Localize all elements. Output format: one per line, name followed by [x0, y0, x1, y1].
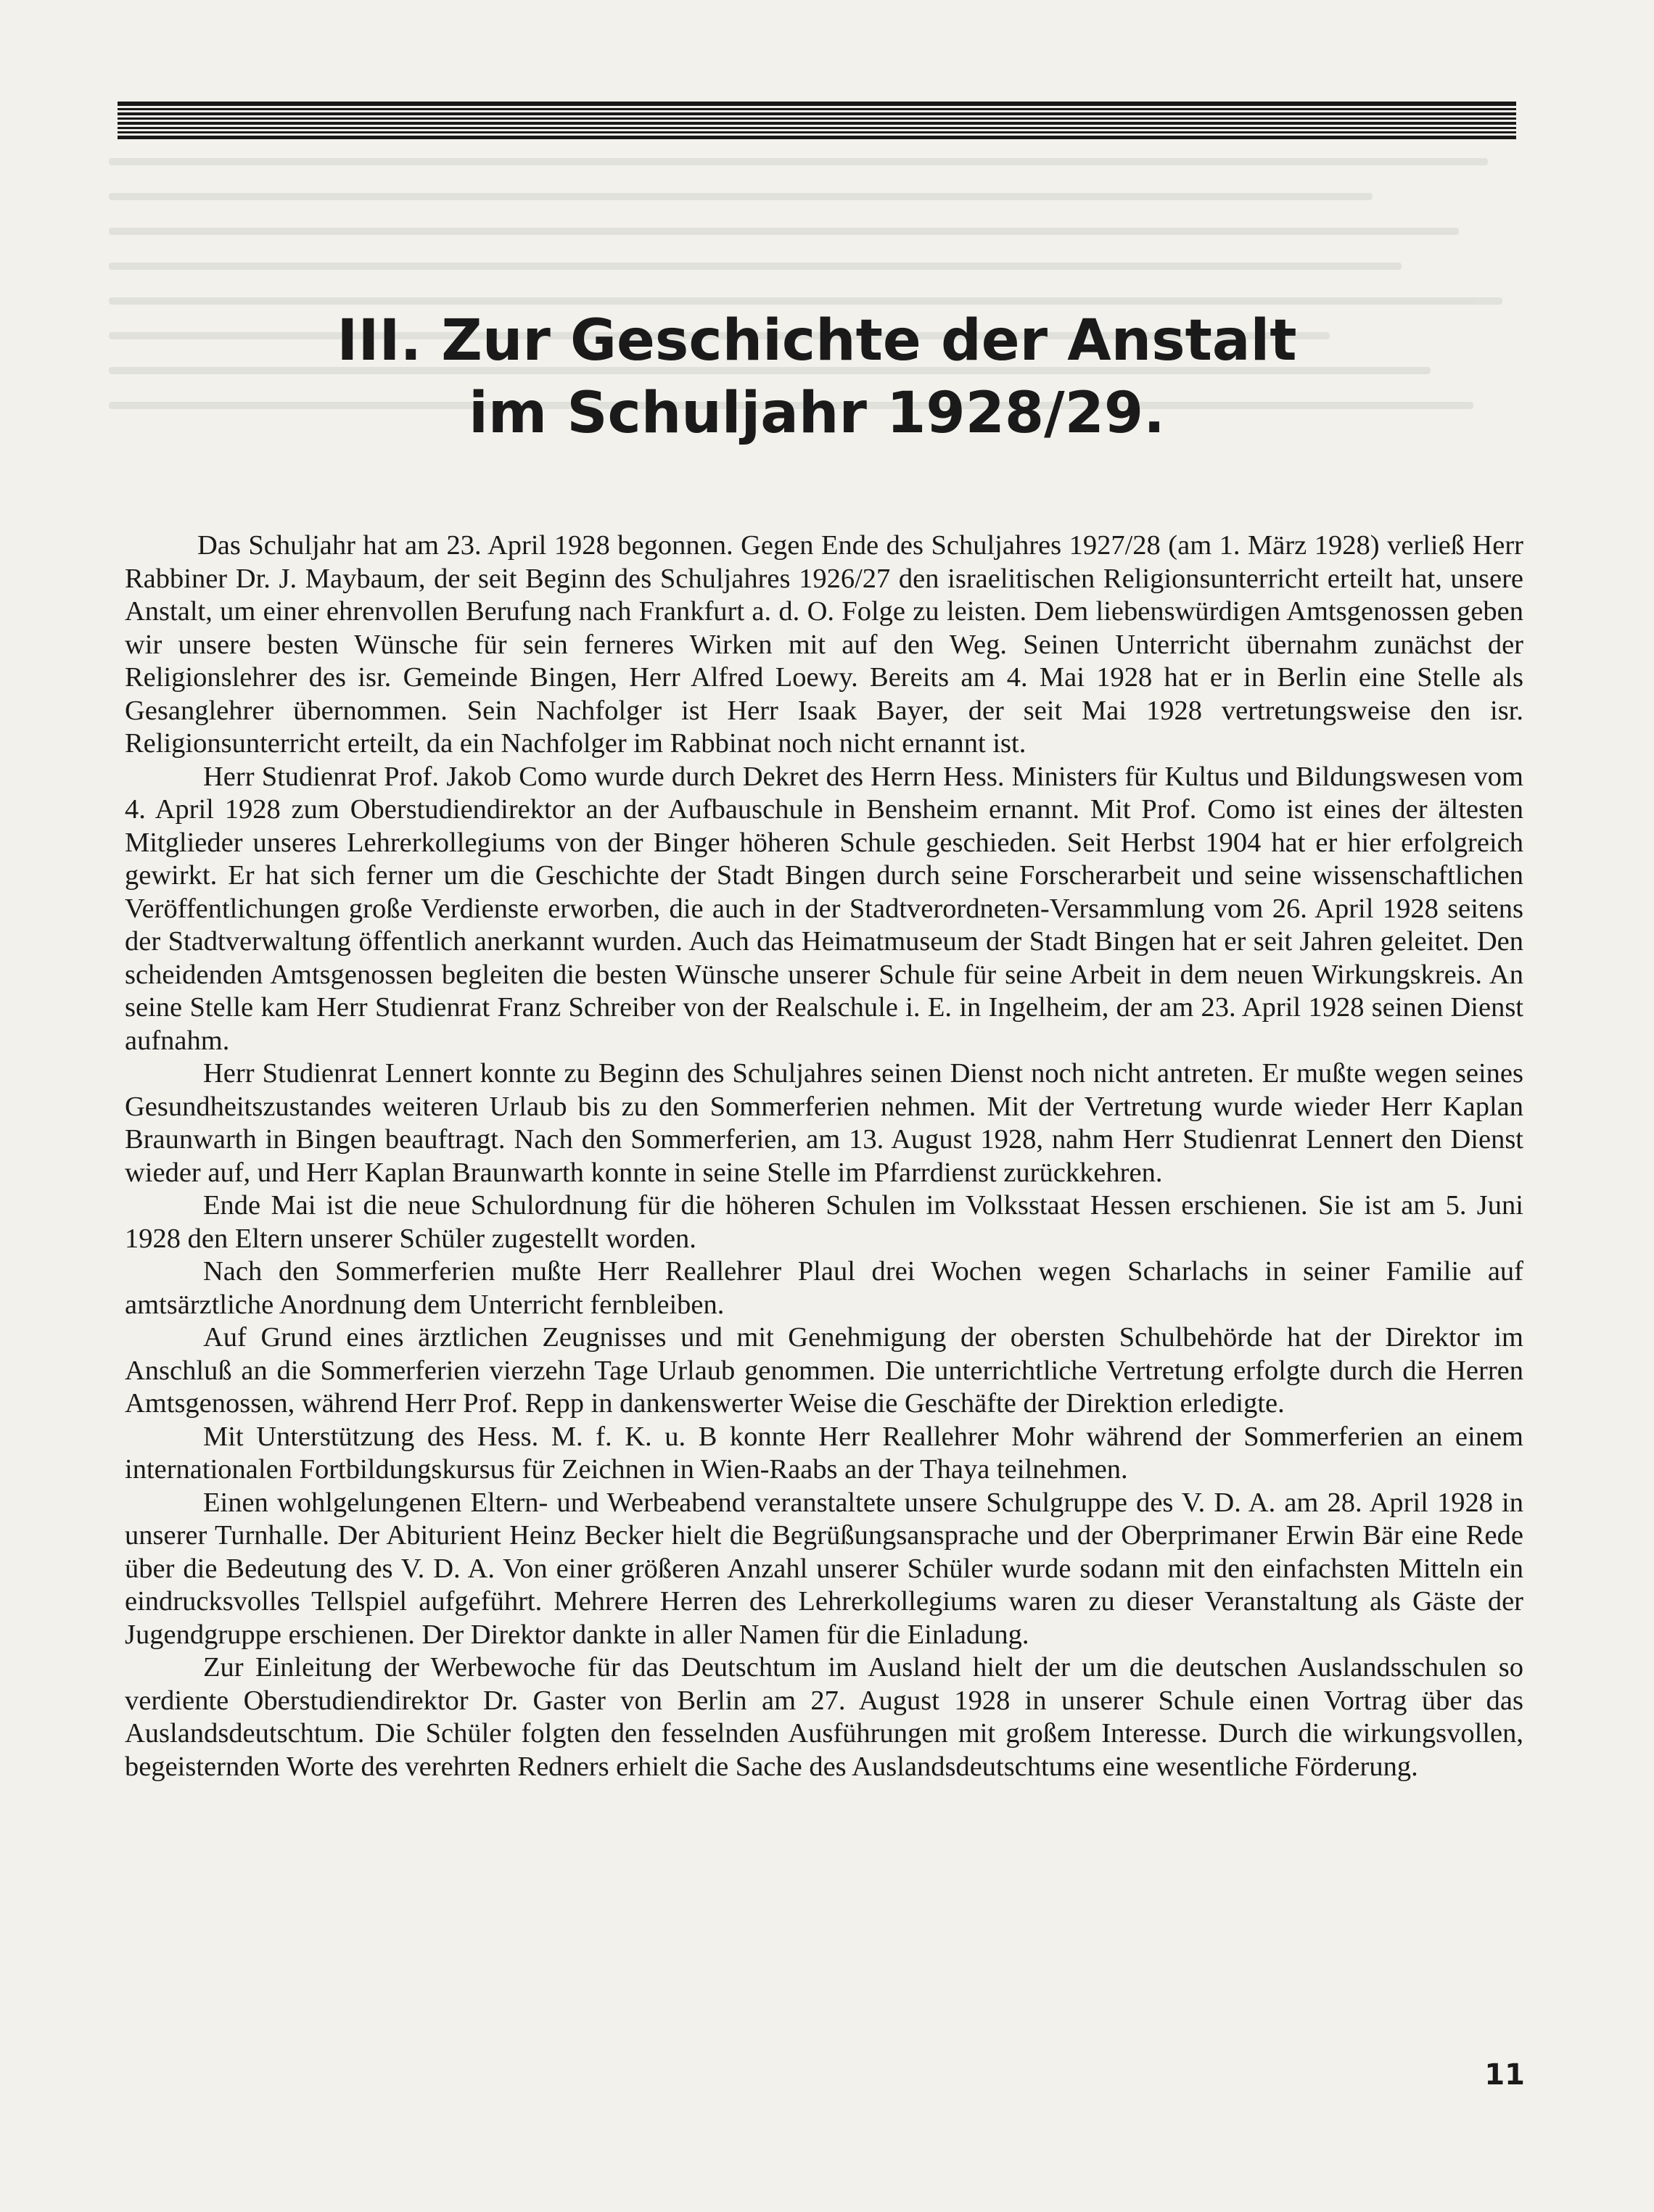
page-number: 11	[1484, 2058, 1525, 2092]
paragraph: Herr Studienrat Lennert konnte zu Beginn des Schuljahres seinen Dienst noch nicht antreten. Er mußte wegen seines Gesundheitszustandes weiteren Urlaub bis zu den Sommerferien nehmen. Mit der Vertretung wurde wieder Herr Kaplan Braunwarth in Bingen beauftragt. Nach den Sommerferien, am 13. August 1928, nahm Herr Studienrat Lennert den Dienst wieder auf, und Herr Kaplan Braunwarth konnte in seine Stelle im Pfarrdienst zurückkehren.	[125, 1058, 1523, 1188]
title-line-2: im Schuljahr 1928/29.	[469, 381, 1165, 446]
body-text	[125, 529, 1523, 1783]
paragraph: Zur Einleitung der Werbewoche für das Deutschtum im Ausland hielt der um die deutschen Auslandsschulen so verdiente Oberstudiendirektor Dr. Gaster von Berlin am 27. August 1928 in unserer Schule einen Vortrag über das Auslandsdeutschtum. Die Schüler folgten den fesselnden Ausführungen mit großem Interesse. Durch die wirkungsvollen, begeisternden Worte des verehrten Redners erhielt die Sache des Auslandsdeutschtums eine wesentliche Förderung.	[125, 1652, 1523, 1782]
paragraph: Mit Unterstützung des Hess. M. f. K. u. B konnte Herr Reallehrer Mohr während der Sommerferien an einem internationalen Fortbildungskursus für Zeichnen in Wien-Raabs an der Thaya teilnehmen.	[125, 1421, 1523, 1485]
paragraph: Das Schuljahr hat am 23. April 1928 begonnen. Gegen Ende des Schuljahres 1927/28 (am 1. März 1928) verließ Herr Rabbiner Dr. J. Maybaum, der seit Beginn des Schuljahres 1926/27 den israelitischen Religionsunterricht erteilt hat, unsere Anstalt, um einer ehrenvollen Berufung nach Frankfurt a. d. O. Folge zu leisten. Dem liebenswürdigen Amtsgenossen geben wir unsere besten Wünsche für sein ferneres Wirken mit auf den Weg. Seinen Unterricht übernahm zunächst der Religionslehrer des isr. Gemeinde Bingen, Herr Alfred Loewy. Bereits am 4. Mai 1928 hat er in Berlin eine Stelle als Gesanglehrer übernommen. Sein Nachfolger ist Herr Isaak Bayer, der seit Mai 1928 vertretungsweise den isr. Religionsunterricht erteilt, da ein Nachfolger im Rabbinat noch nicht ernannt ist.	[125, 530, 1523, 759]
paragraph: Nach den Sommerferien mußte Herr Reallehrer Plaul drei Wochen wegen Scharlachs in seiner Familie auf amtsärztliche Anordnung dem Unterricht fernbleiben.	[125, 1256, 1523, 1320]
page-title	[118, 305, 1516, 450]
paragraph: Herr Studienrat Prof. Jakob Como wurde durch Dekret des Herrn Hess. Ministers für Kultus und Bildungswesen vom 4. April 1928 zum Oberstudiendirektor an der Aufbauschule in Bensheim ernannt. Mit Prof. Como ist eines der ältesten Mitglieder unseres Lehrerkollegiums von der Binger höheren Schule geschieden. Seit Herbst 1904 hat er hier erfolgreich gewirkt. Er hat sich ferner um die Geschichte der Stadt Bingen durch seine Forscherarbeit und seine wissenschaftlichen Veröffentlichungen große Verdienste erworben, die auch in der Stadtverordneten-Versammlung vom 26. April 1928 seitens der Stadtverwaltung öffentlich anerkannt wurden. Auch das Heimatmuseum der Stadt Bingen hat er seit Jahren geleitet. Den scheidenden Amtsgenossen begleiten die besten Wünsche unserer Schule für seine Arbeit in dem neuen Wirkungskreis. An seine Stelle kam Herr Studienrat Franz Schreiber von der Realschule i. E. in Ingelheim, der am 23. April 1928 seinen Dienst aufnahm.	[125, 761, 1523, 1056]
header-rule-band	[118, 102, 1516, 139]
paragraph: Auf Grund eines ärztlichen Zeugnisses und mit Genehmigung der obersten Schulbehörde hat der Direktor im Anschluß an die Sommerferien vierzehn Tage Urlaub genommen. Die unterrichtliche Vertretung erfolgte durch die Herren Amtsgenossen, während Herr Prof. Repp in dankenswerter Weise die Geschäfte der Direktion erledigte.	[125, 1322, 1523, 1419]
title-line-1: III. Zur Geschichte der Anstalt	[337, 308, 1297, 374]
paragraph: Einen wohlgelungenen Eltern- und Werbeabend veranstaltete unsere Schulgruppe des V. D. A. am 28. April 1928 in unserer Turnhalle. Der Abiturient Heinz Becker hielt die Begrüßungsansprache und der Oberprimaner Erwin Bär eine Rede über die Bedeutung des V. D. A. Von einer größeren Anzahl unserer Schüler wurde sodann mit den einfachsten Mitteln ein eindrucksvolles Tellspiel aufgeführt. Mehrere Herren des Lehrerkollegiums waren zu dieser Veranstaltung als Gäste der Jugendgruppe erschienen. Der Direktor dankte in aller Namen für die Einladung.	[125, 1487, 1523, 1650]
paragraph: Ende Mai ist die neue Schulordnung für die höheren Schulen im Volksstaat Hessen erschienen. Sie ist am 5. Juni 1928 den Eltern unserer Schüler zugestellt worden.	[125, 1190, 1523, 1254]
